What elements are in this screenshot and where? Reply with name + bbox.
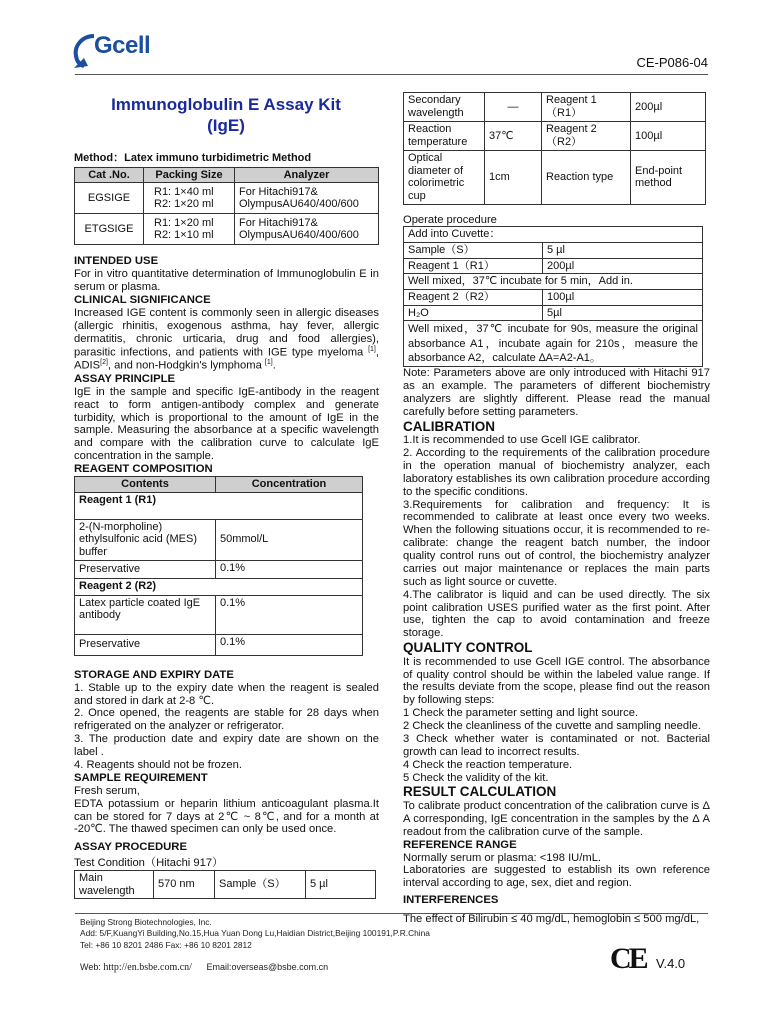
intended-use-text: For in vitro quantitative determination of Immunoglobulin E in serum or plasma.	[74, 268, 379, 294]
website-link[interactable]: http://en.bsbe.com.cn/	[103, 962, 192, 974]
table-row: Reaction temperature 37℃ Reagent 2（R2） 100µl	[404, 122, 706, 151]
qc-item: 1 Check the parameter setting and light source.	[403, 707, 639, 720]
storage-item: 4. Reagents should not be frozen.	[74, 758, 242, 771]
storage-item: 2. Once opened, the reagents are stable for 28 days when refrigerated on the analyzer or refrigerator.	[74, 707, 379, 733]
table-row: Reagent 2 (R2)	[75, 578, 363, 595]
document-code: CE-P086-04	[636, 55, 708, 70]
condition-table-start	[74, 870, 376, 899]
table-row: Optical diameter of colorimetric cup 1cm Reaction type End-point method	[404, 151, 706, 205]
clinical-heading: CLINICAL SIGNIFICANCE	[74, 294, 211, 307]
reference-text: Laboratories are suggested to establish its own reference interval according to age, sex, diet and region.	[403, 864, 710, 890]
table-row: Reagent 1 (R1)	[75, 492, 363, 519]
result-heading: RESULT CALCULATION	[403, 784, 557, 800]
qc-intro: It is recommended to use Gcell IGE control. The absorbance of quality control should be within the labeled value range. If the results deviate from the scope, please find out the reason by following steps:	[403, 655, 710, 707]
qc-item: 4 Check the reaction temperature.	[403, 758, 573, 771]
table-row: ETGSIGE R1: 1×20 ml R2: 1×10 ml For Hitachi917& OlympusAU640/400/600	[75, 214, 379, 245]
storage-item: 3. The production date and expiry date are shown on the label .	[74, 733, 379, 759]
table-row: Sample（S） 5 µl	[404, 243, 703, 259]
table-row: Well mixed，37℃ incubate for 5 min，Add in.	[404, 274, 703, 290]
clinical-text: Increased IGE content is commonly seen in allergic diseases (allergic rhinitis, exogenous asthma, hay fever, allergic dermatitis, chronic urticaria, drug and food allergies), parasitic infections, and patients with IGE type myeloma [1], ADIS[2], and non-Hodgkin's lymphoma [1].	[74, 307, 379, 372]
reagent-table	[74, 476, 363, 656]
calibration-item: 4.The calibrator is liquid and can be used directly. The six point calibration USES purified water as the first point. After use, tighten the cap to avoid contamination and freeze storage.	[403, 588, 710, 640]
table-row: Reagent 2（R2） 100µl	[404, 290, 703, 306]
left-column	[74, 152, 379, 899]
sample-text: EDTA potassium or heparin lithium anticoagulant plasma.It can be stored for 7 days at 2℃ ~ 8℃, and for a month at -20℃. The thawed specimen can only be used once.	[74, 797, 379, 836]
operate-heading: Operate procedure	[403, 213, 497, 226]
footer-contact: Tel: +86 10 8201 2486 Fax: +86 10 8201 2812	[80, 939, 252, 950]
table-row: Latex particle coated IgE antibody 0.1%	[75, 595, 363, 634]
condition-table	[403, 92, 706, 205]
sample-text: Fresh serum,	[74, 784, 140, 797]
table-row: EGSIGE R1: 1×40 ml R2: 1×20 ml For Hitachi917& OlympusAU640/400/600	[75, 183, 379, 214]
col-header: Contents	[75, 477, 216, 493]
principle-heading: ASSAY PRINCIPLE	[74, 372, 176, 385]
qc-heading: QUALITY CONTROL	[403, 640, 533, 656]
footer-web-row: Web: http://en.bsbe.com.cn/ Email:overseas@bsbe.com.cn	[80, 962, 329, 974]
table-row: 2-(N-morpholine) ethylsulfonic acid (MES) buffer 50mmol/L	[75, 519, 363, 560]
operate-table	[403, 226, 703, 367]
col-header: Packing Size	[144, 167, 235, 183]
ce-mark-icon: CE	[610, 942, 646, 975]
method-line: Method：Latex immuno turbidimetric Method	[74, 152, 312, 164]
table-row: Well mixed，37℃ incubate for 90s, measure the original absorbance A1，incubate again for 210s，measure the absorbance A2，calculate ∆A=A2-A1。	[404, 321, 703, 367]
calibration-item: 3.Requirements for calibration and frequency: It is recommended to calibrate at least once every two weeks. When the following situations occur, it is recommended to re-calibrate: change the reagent batch number, the indoor quality control runs out of control, the biochemistry analyzer carries out major maintenance or replaces the main parts such as light source or cuvette.	[403, 498, 710, 588]
calibration-item: 2. According to the requirements of the calibration procedure in the operation manual of biochemistry analyzer, each laboratory establishes its own calibration procedure according to the specific conditions.	[403, 447, 710, 498]
reference-heading: REFERENCE RANGE	[403, 838, 517, 851]
packing-table	[74, 167, 379, 246]
version-label: V.4.0	[656, 956, 686, 971]
note-text: Note: Parameters above are only introduced with Hitachi 917 as an example. The parameters of different biochemistry analyzers are slightly different. Please read the manual carefully before setting parameters.	[403, 367, 710, 418]
table-row: Add into Cuvette：	[404, 227, 703, 243]
brand-logo	[68, 30, 188, 70]
principle-text: IgE in the sample and specific IgE-antibody in the reagent react to form antigen-antibody complex and generate turbidity, which is proportional to the amount of IgE in the sample. Measuring the absorbance at a specific wavelength and compare with the calibration curve to calculate IgE concentration in the sample.	[74, 385, 379, 463]
right-column	[403, 92, 710, 926]
footer-company: Beijing Strong Biotechnologies, Inc.	[80, 917, 212, 927]
qc-item: 3 Check whether water is contaminated or not. Bacterial growth can lead to incorrect results.	[403, 732, 710, 758]
table-row: Main wavelength 570 nm Sample（S） 5 µl	[75, 871, 376, 899]
footer-address: Add: 5/F,KuangYi Building,No.15,Hua Yuan Dong Lu,Haidian District,Beijing 100191,P.R.China	[80, 928, 430, 939]
header-divider	[75, 74, 708, 75]
email-link[interactable]: Email:overseas@bsbe.com.cn	[206, 962, 329, 973]
reagent-heading: REAGENT COMPOSITION	[74, 463, 213, 476]
qc-item: 5 Check the validity of the kit.	[403, 771, 549, 784]
interferences-heading: INTERFERENCES	[403, 894, 499, 907]
storage-heading: STORAGE AND EXPIRY DATE	[74, 668, 234, 681]
table-row: Secondary wavelength — Reagent 1（R1） 200µl	[404, 93, 706, 122]
table-row: H₂O 5µl	[404, 305, 703, 321]
interferences-text: The effect of Bilirubin ≤ 40 mg/dL, hemoglobin ≤ 500 mg/dL,	[403, 913, 700, 926]
col-header: Concentration	[216, 477, 363, 493]
page-title: Immunoglobulin E Assay Kit (IgE)	[111, 95, 341, 136]
calibration-heading: CALIBRATION	[403, 418, 495, 434]
sample-heading: SAMPLE REQUIREMENT	[74, 771, 208, 784]
col-header: Cat .No.	[75, 167, 144, 183]
procedure-heading: ASSAY PROCEDURE	[74, 841, 188, 854]
qc-item: 2 Check the cleanliness of the cuvette and sampling needle.	[403, 720, 701, 733]
footer	[80, 917, 430, 975]
table-row: Preservative 0.1%	[75, 634, 363, 655]
table-row: Preservative 0.1%	[75, 560, 363, 578]
calibration-item: 1.It is recommended to use Gcell IGE calibrator.	[403, 434, 641, 447]
footer-divider	[75, 913, 708, 914]
table-row: Reagent 1（R1） 200µl	[404, 258, 703, 274]
brand-name: Gcell	[94, 32, 151, 59]
storage-item: 1. Stable up to the expiry date when the reagent is sealed and stored in dark at 2-8 ℃.	[74, 681, 379, 707]
col-header: Analyzer	[235, 167, 379, 183]
result-text: To calibrate product concentration of the calibration curve is Δ A corresponding, IgE concentration in the samples by the Δ A readout from the calibration curve of the sample.	[403, 799, 710, 838]
test-condition: Test Condition（Hitachi 917）	[74, 857, 224, 870]
reference-text: Normally serum or plasma: <198 IU/mL.	[403, 851, 602, 864]
intended-use-heading: INTENDED USE	[74, 255, 159, 268]
